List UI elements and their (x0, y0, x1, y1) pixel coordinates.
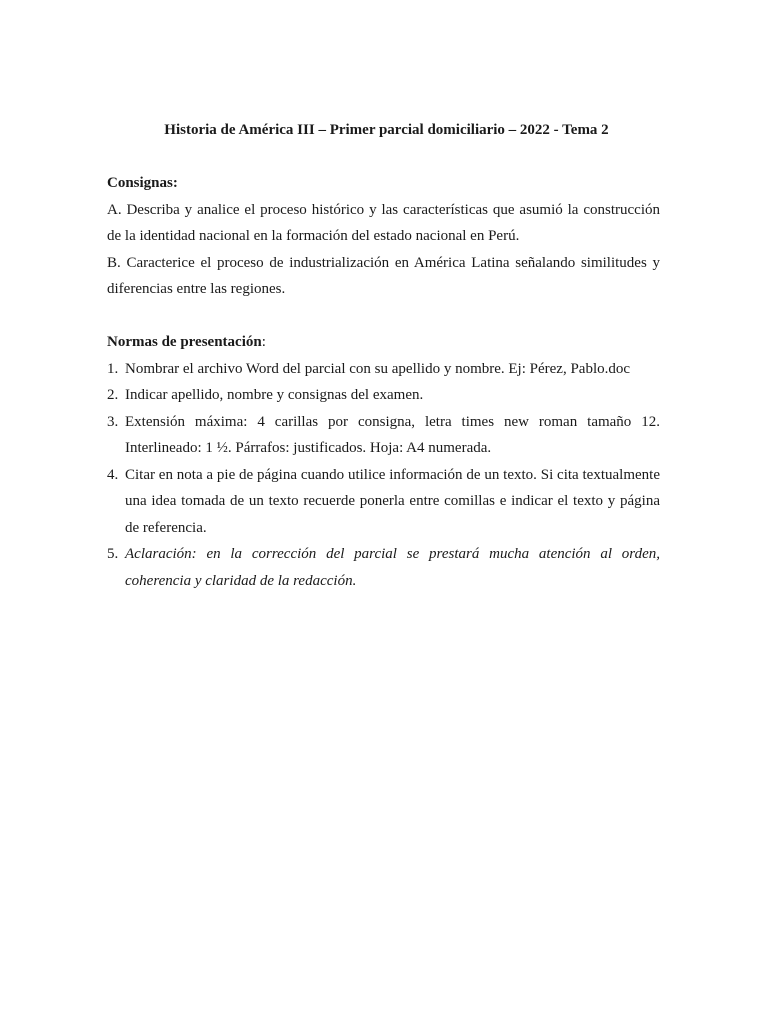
list-item (107, 382, 660, 409)
document-content (107, 117, 660, 594)
list-item-text: Extensión máxima: 4 carillas por consigna, letra times new roman tamaño 12. Interlineado: 1 ½. Párrafos: justificados. Hoja: A4 numerada. (125, 413, 660, 456)
list-item-text: Nombrar el archivo Word del parcial con su apellido y nombre. Ej: Pérez, Pablo.doc (125, 360, 631, 377)
list-item (107, 541, 660, 594)
blank-line (107, 303, 660, 330)
list-item-text: Indicar apellido, nombre y consignas del examen. (125, 387, 424, 403)
list-item-text: Aclaración: en la corrección del parcial se prestará mucha atención al orden, coherencia y claridad de la redacción. (125, 546, 660, 589)
list-item (107, 409, 660, 462)
list-item-number: 1. (107, 360, 119, 377)
list-item-number: 5. (107, 546, 119, 562)
normas-heading: Normas de presentación (107, 334, 262, 350)
list-item-number: 3. (107, 413, 119, 430)
normas-list (107, 356, 660, 595)
normas-heading-line (107, 329, 660, 356)
normas-heading-colon: : (261, 334, 266, 350)
list-item (107, 356, 660, 383)
list-item-number: 4. (107, 466, 119, 483)
consigna-b: B. Caracterice el proceso de industrialización en América Latina señalando similitudes y diferencias entre las regiones. (107, 254, 660, 297)
list-item-text: Citar en nota a pie de página cuando utilice información de un texto. Si cita textualmente una idea tomada de un texto recuerde ponerla entre comillas e indicar el texto y página de referencia. (125, 466, 660, 536)
list-item (107, 462, 660, 542)
blank-line (107, 144, 660, 171)
document-title: Historia de América III – Primer parcial domiciliario – 2022 - Tema 2 (164, 122, 609, 138)
list-item-number: 2. (107, 387, 119, 403)
consignas-heading: Consignas: (107, 175, 178, 191)
consigna-a: A. Describa y analice el proceso histórico y las características que asumió la construcción de la identidad nacional en la formación del estado nacional en Perú. (107, 201, 660, 244)
